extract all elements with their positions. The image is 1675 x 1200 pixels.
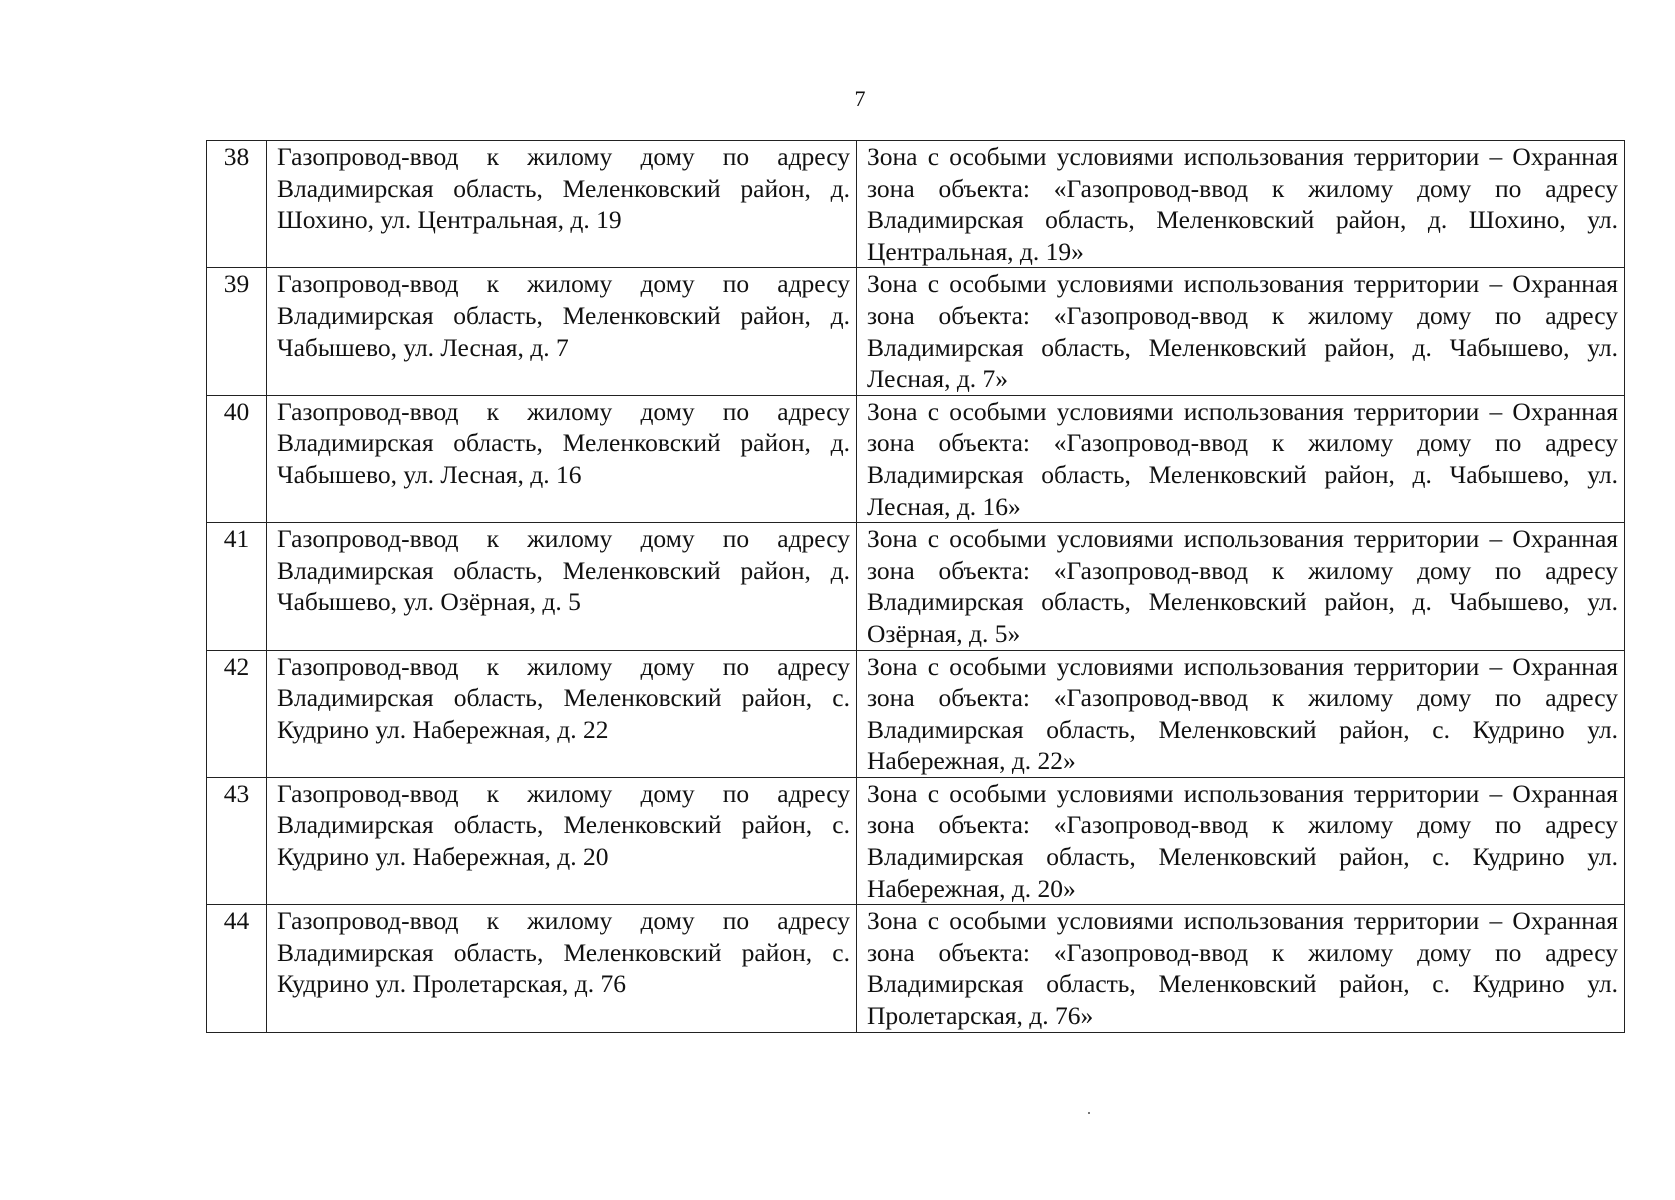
- row-number: 41: [207, 523, 267, 650]
- object-description: Газопровод-ввод к жилому дому по адресу Владимирская область, Меленковский район, д. Чабышево, ул. Лесная, д. 16: [267, 395, 857, 522]
- zone-description: Зона с особыми условиями использования территории – Охранная зона объекта: «Газопровод-ввод к жилому дому по адресу Владимирская область, Меленковский район, с. Кудрино ул. Набережная, д. 20»: [857, 777, 1625, 904]
- table-row: [207, 905, 1625, 1032]
- object-description: Газопровод-ввод к жилому дому по адресу Владимирская область, Меленковский район, с. Кудрино ул. Пролетарская, д. 76: [267, 905, 857, 1032]
- row-number: 44: [207, 905, 267, 1032]
- zones-table-body: [207, 141, 1625, 1033]
- zone-description: Зона с особыми условиями использования территории – Охранная зона объекта: «Газопровод-ввод к жилому дому по адресу Владимирская область, Меленковский район, с. Кудрино ул. Пролетарская, д. 76»: [857, 905, 1625, 1032]
- object-description: Газопровод-ввод к жилому дому по адресу Владимирская область, Меленковский район, д. Чабышево, ул. Лесная, д. 7: [267, 268, 857, 395]
- object-description: Газопровод-ввод к жилому дому по адресу Владимирская область, Меленковский район, д. Шохино, ул. Центральная, д. 19: [267, 141, 857, 268]
- zone-description: Зона с особыми условиями использования территории – Охранная зона объекта: «Газопровод-ввод к жилому дому по адресу Владимирская область, Меленковский район, с. Кудрино ул. Набережная, д. 22»: [857, 650, 1625, 777]
- zone-description: Зона с особыми условиями использования территории – Охранная зона объекта: «Газопровод-ввод к жилому дому по адресу Владимирская область, Меленковский район, д. Шохино, ул. Центральная, д. 19»: [857, 141, 1625, 268]
- zone-description: Зона с особыми условиями использования территории – Охранная зона объекта: «Газопровод-ввод к жилому дому по адресу Владимирская область, Меленковский район, д. Чабышево, ул. Лесная, д. 16»: [857, 395, 1625, 522]
- row-number: 39: [207, 268, 267, 395]
- row-number: 38: [207, 141, 267, 268]
- object-description: Газопровод-ввод к жилому дому по адресу Владимирская область, Меленковский район, с. Кудрино ул. Набережная, д. 22: [267, 650, 857, 777]
- row-number: 43: [207, 777, 267, 904]
- table-row: [207, 395, 1625, 522]
- object-description: Газопровод-ввод к жилому дому по адресу Владимирская область, Меленковский район, с. Кудрино ул. Набережная, д. 20: [267, 777, 857, 904]
- scan-speck: [1088, 1112, 1090, 1114]
- zone-description: Зона с особыми условиями использования территории – Охранная зона объекта: «Газопровод-ввод к жилому дому по адресу Владимирская область, Меленковский район, д. Чабышево, ул. Озёрная, д. 5»: [857, 523, 1625, 650]
- table-row: [207, 523, 1625, 650]
- table-row: [207, 777, 1625, 904]
- table-row: [207, 268, 1625, 395]
- object-description: Газопровод-ввод к жилому дому по адресу Владимирская область, Меленковский район, д. Чабышево, ул. Озёрная, д. 5: [267, 523, 857, 650]
- page-number: 7: [854, 86, 866, 111]
- table-row: [207, 141, 1625, 268]
- zone-description: Зона с особыми условиями использования территории – Охранная зона объекта: «Газопровод-ввод к жилому дому по адресу Владимирская область, Меленковский район, д. Чабышево, ул. Лесная, д. 7»: [857, 268, 1625, 395]
- row-number: 42: [207, 650, 267, 777]
- table-row: [207, 650, 1625, 777]
- zones-table: [206, 140, 1625, 1033]
- row-number: 40: [207, 395, 267, 522]
